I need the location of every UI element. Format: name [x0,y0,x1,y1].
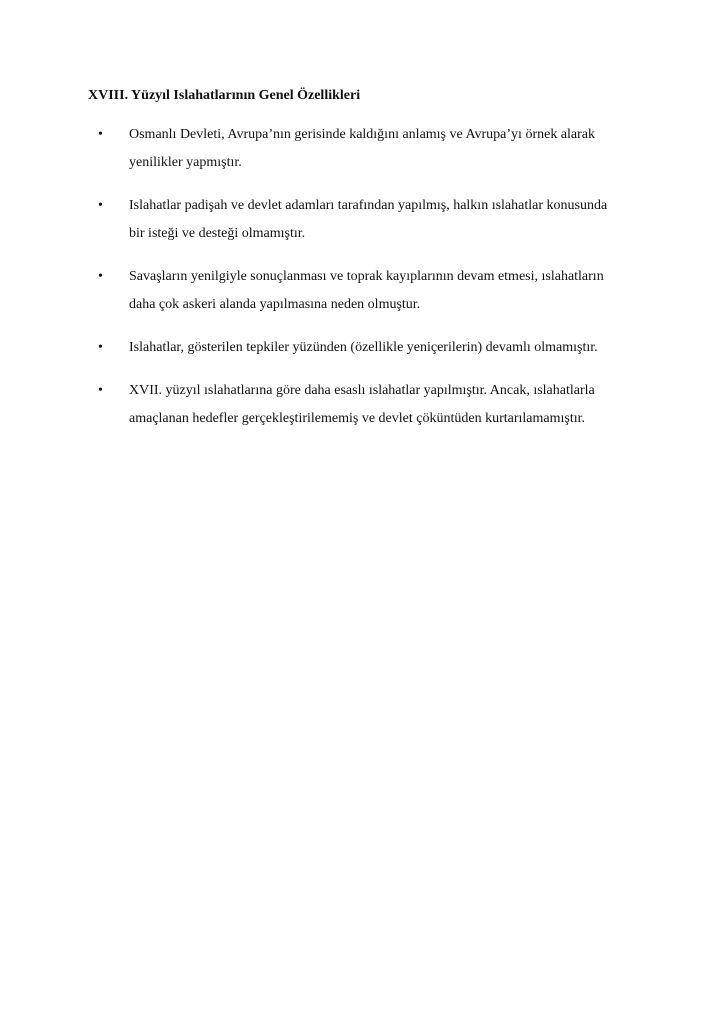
list-item [88,334,648,362]
list-item-line: XVII. yüzyıl ıslahatlarına göre daha esaslı ıslahatlar yapılmıştır. Ancak, ıslahatlarla [129,383,595,398]
list-item [88,121,648,177]
list-item [88,192,648,248]
list-item-line: Savaşların yenilgiyle sonuçlanması ve toprak kayıplarının devam etmesi, ıslahatların [129,269,604,284]
bullet-icon: • [98,127,103,142]
list-item-line: amaçlanan hedefler gerçekleştirilememiş ve devlet çöküntüden kurtarılamamıştır. [129,411,585,426]
list-item-line: Islahatlar padişah ve devlet adamları tarafından yapılmış, halkın ıslahatlar konusunda [129,198,608,213]
list-item [88,263,648,319]
list-item-line: bir isteği ve desteği olmamıştır. [129,226,306,241]
section-heading: XVIII. Yüzyıl Islahatlarının Genel Özellikleri [88,88,361,103]
list-item [88,377,648,433]
bullet-icon: • [98,198,103,213]
bullet-icon: • [98,269,103,284]
bullet-icon: • [98,383,103,398]
list-item-line: Osmanlı Devleti, Avrupa’nın gerisinde kaldığını anlamış ve Avrupa’yı örnek alarak [129,127,596,142]
bullet-list [88,121,648,448]
bullet-icon: • [98,340,103,355]
list-item-line: Islahatlar, gösterilen tepkiler yüzünden (özellikle yeniçerilerin) devamlı olmamıştır. [129,340,598,355]
list-item-line: daha çok askeri alanda yapılmasına neden olmuştur. [129,297,421,312]
list-item-line: yenilikler yapmıştır. [129,155,242,170]
